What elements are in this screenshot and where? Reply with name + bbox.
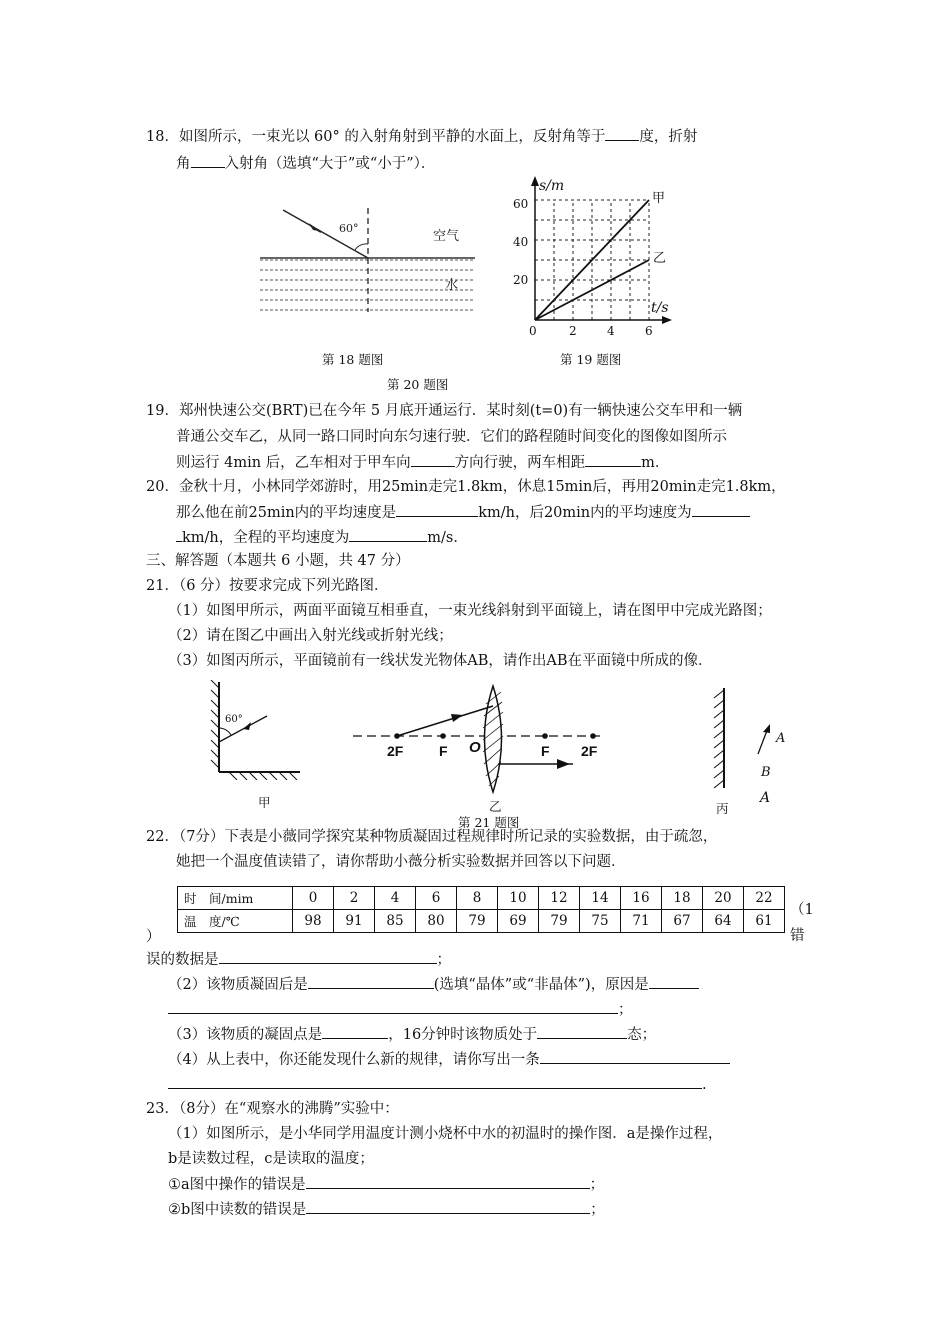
fig-bing-caption: 丙 [716,801,729,816]
fig-yi-caption: 乙 [489,799,502,814]
table-cell: 2 [334,887,375,910]
q23-s2: ②b图中读数的错误是 ； [168,1199,605,1220]
data-table [177,886,785,933]
blank[interactable] [585,452,641,467]
fig21-caption: 第 21 题图 [458,815,520,830]
q19-line3: 则运行 4min 后，乙车相对于甲车向 方向行驶，两车相距 m． [176,452,669,473]
table-cell: 14 [580,887,621,910]
x-tick-label: 6 [645,324,653,338]
table-cell: 8 [457,887,498,910]
blank[interactable] [191,153,225,168]
q22-q3: （3）该物质的凝固点是 ，16分钟时该物质处于 态； [168,1024,656,1045]
q23-part1: （1）如图所示，是小华同学用温度计测小烧杯中水的初温时的操作图．a是操作过程， [168,1126,723,1142]
x-tick-label: 2 [569,324,577,338]
q21-part3: （3）如图丙所示，平面镜前有一线状发光物体AB，请作出AB在平面镜中所成的像． [168,653,713,669]
series-label-jia: 甲 [652,191,666,206]
table-row [178,910,785,933]
q19-line2: 普通公交车乙，从同一路口同时向东匀速行驶．它们的路程随时间变化的图像如图所示 [176,429,727,445]
figure-21-jia [205,680,305,780]
figure-19-chart [505,172,680,347]
table-cell: 20 [703,887,744,910]
point-a-bottom-label: A [760,790,771,806]
blank[interactable] [605,126,639,141]
q22-q2: （2）该物质凝固后是 (选填“晶体”或“非晶体”)，原因是 [168,974,699,995]
q22-line1: 22．（7分）下表是小薇同学探究某种物质凝固过程规律时所记录的实验数据，由于疏忽， [146,829,718,845]
table-row [178,887,785,910]
table-cell: 98 [293,910,334,933]
table-cell: 6 [416,887,457,910]
table-cell: 71 [621,910,662,933]
q23-part1-cont: b是读数过程，c是读取的温度； [168,1151,374,1167]
blank[interactable] [692,502,750,517]
fig20-caption: 第 20 题图 [387,377,449,392]
q23-title: 23．（8分）在“观察水的沸腾”实验中： [146,1101,399,1117]
table-cell: 79 [457,910,498,933]
blank[interactable] [537,1024,627,1039]
fig19-caption: 第 19 题图 [560,352,622,367]
q23-s1: ①a图中操作的错误是 ； [168,1174,604,1195]
figure-21-yi [345,684,610,794]
focal-label-f-right: F [541,743,550,759]
q20-line3: km/h，全程的平均速度为 m/s． [176,527,468,548]
angle-label: 60° [225,714,243,725]
angle-label: 60° [339,222,359,235]
table-cell: 12 [539,887,580,910]
table-header: 温 度/℃ [178,910,293,933]
point-b-label: B [761,765,771,780]
q22-side-2: 错 [790,928,805,944]
table-cell: 79 [539,910,580,933]
q22-side-1: （1 [790,902,814,918]
origin-label: 0 [529,324,537,338]
blank[interactable] [396,502,478,517]
table-cell: 61 [744,910,785,933]
focal-label-2f-left: 2F [387,743,404,759]
table-cell: 64 [703,910,744,933]
table-cell: 67 [662,910,703,933]
optical-center-label: O [469,739,481,756]
q21-title: 21．（6 分）按要求完成下列光路图． [146,578,389,594]
q20-line1: 20．金秋十月，小林同学郊游时，用25min走完1.8km，休息15min后，再用20min走完1.8km， [146,479,786,495]
table-cell: 80 [416,910,457,933]
table-header: 时 间/mim [178,887,293,910]
x-tick-label: 4 [607,324,615,338]
table-cell: 10 [498,887,539,910]
q22-q4: （4）从上表中，你还能发现什么新的规律，请你写出一条 [168,1049,730,1070]
x-axis-label: t/s [651,300,669,316]
point-a-top-label: A [776,731,786,746]
q21-part1: （1）如图甲所示，两面平面镜互相垂直，一束光线斜射到平面镜上，请在图甲中完成光路图； [168,603,772,619]
blank[interactable] [168,1074,702,1089]
blank[interactable] [349,527,427,542]
y-axis-label: s/m [539,178,565,194]
blank[interactable] [306,1199,590,1214]
blank[interactable] [411,452,455,467]
blank[interactable] [322,1024,388,1039]
q21-part2: （2）请在图乙中画出入射光线或折射光线； [168,628,453,644]
q18-line2: 角 入射角（选填“大于”或“小于”）． [176,153,435,174]
table-cell: 16 [621,887,662,910]
focal-label-2f-right: 2F [581,743,598,759]
blank[interactable] [540,1049,730,1064]
fig-jia-caption: 甲 [258,795,271,810]
water-label: 水 [445,278,459,293]
table-cell: 69 [498,910,539,933]
y-tick-label: 20 [513,273,529,287]
figure-21-bing [700,684,800,794]
blank[interactable] [219,949,437,964]
q22-line2: 她把一个温度值读错了，请你帮助小薇分析实验数据并回答以下问题． [176,854,626,870]
blank[interactable] [306,1174,590,1189]
y-tick-label: 40 [513,235,529,249]
q22-q4-cont: . [168,1074,707,1095]
table-cell: 85 [375,910,416,933]
table-cell: 91 [334,910,375,933]
focal-label-f-left: F [439,743,448,759]
q22-q2-cont: ； [168,999,633,1020]
q22-q1: 误的数据是 ； [146,949,451,970]
figure-18 [255,200,480,320]
table-cell: 22 [744,887,785,910]
section-3-heading: 三、解答题（本题共 6 小题，共 47 分） [146,553,410,569]
fig18-caption: 第 18 题图 [322,352,384,367]
air-label: 空气 [433,229,460,244]
table-cell: 4 [375,887,416,910]
q18-line1: 18．如图所示，一束光以 60° 的入射角射到平静的水面上，反射角等于 度，折射 [146,126,697,147]
table-cell: 0 [293,887,334,910]
q22-paren: ） [146,929,161,945]
series-label-yi: 乙 [653,251,667,266]
table-cell: 75 [580,910,621,933]
q19-line1: 19．郑州快速公交(BRT)已在今年 5 月底开通运行．某时刻(t=0)有一辆快速公交车甲和一辆 [146,403,743,419]
blank[interactable] [649,974,699,989]
table-cell: 18 [662,887,703,910]
blank[interactable] [168,999,618,1014]
q20-line2: 那么他在前25min内的平均速度是 km/h，后20min内的平均速度为 [176,502,750,523]
blank[interactable] [308,974,434,989]
y-tick-label: 60 [513,197,529,211]
